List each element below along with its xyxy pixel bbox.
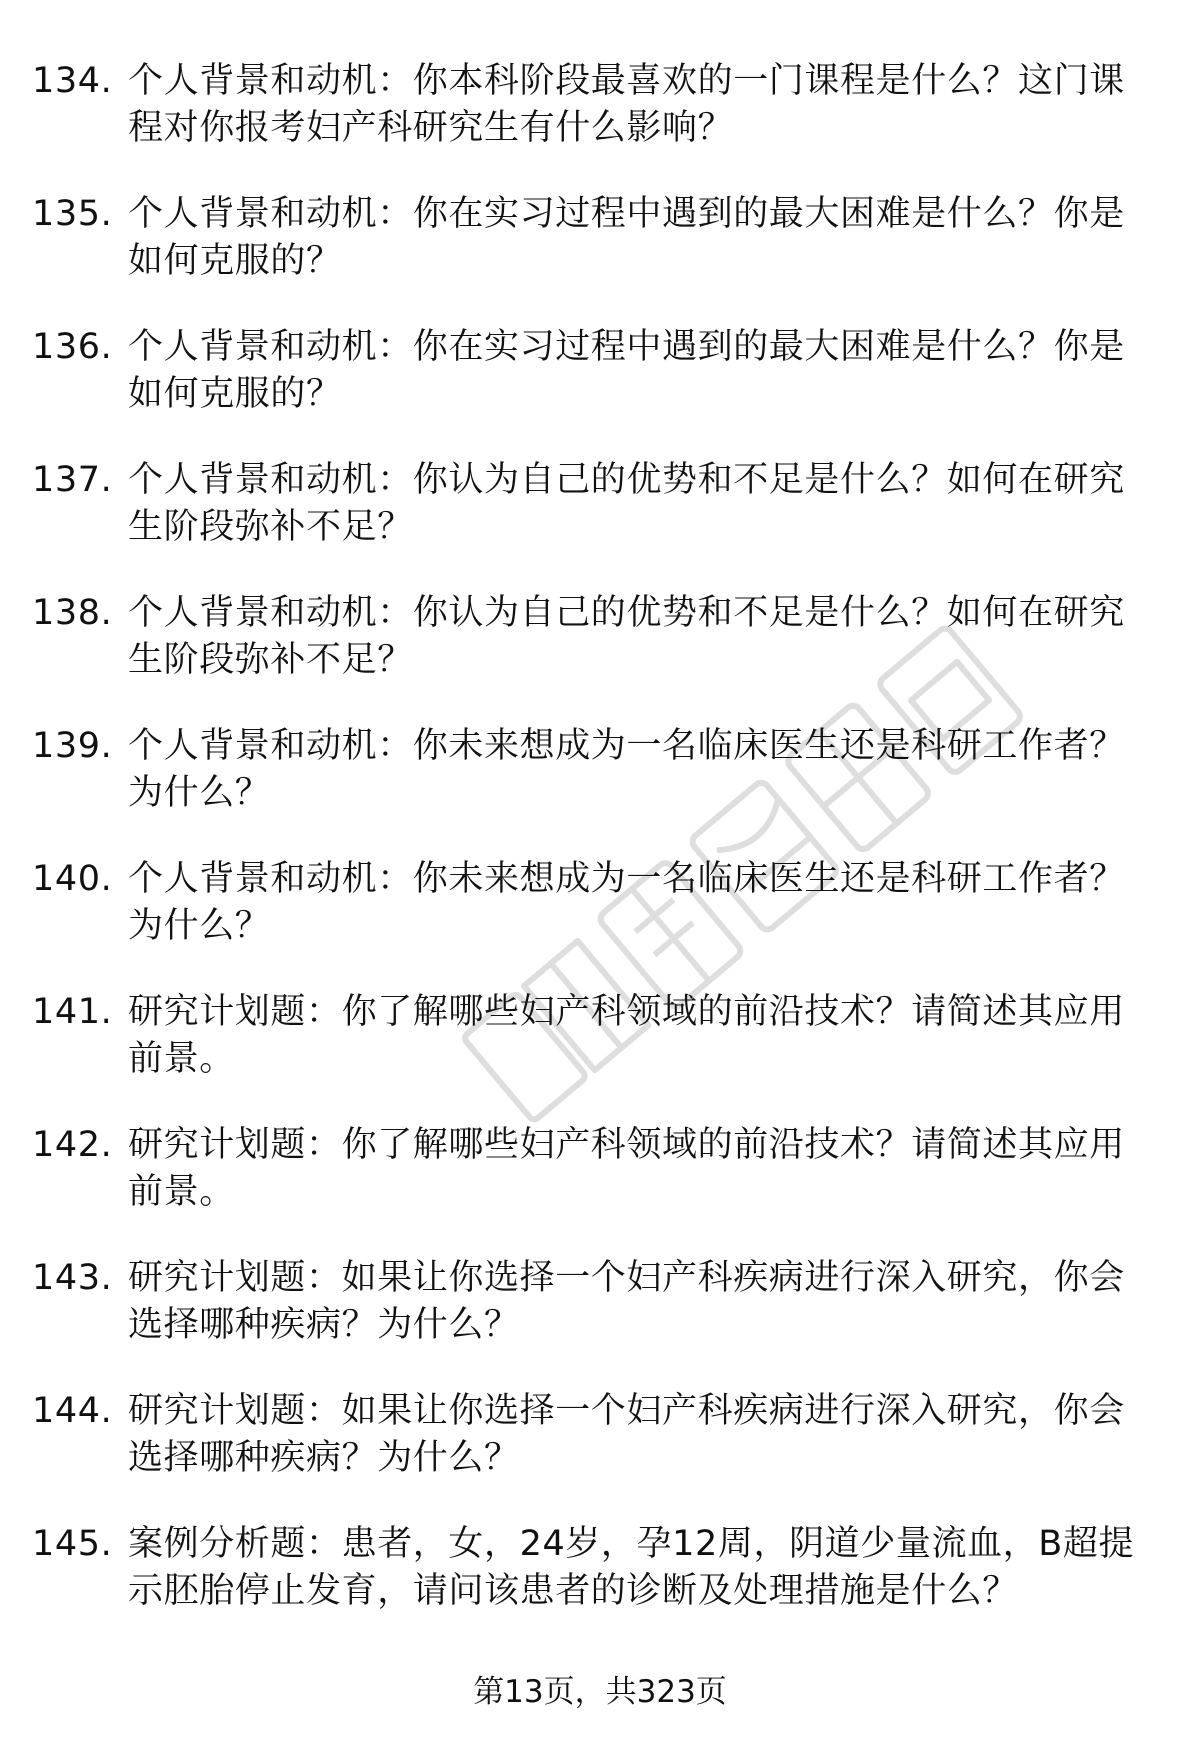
question-text: 个人背景和动机：你本科阶段最喜欢的一门课程是什么？这门课程对你报考妇产科研究生有什么影响？ xyxy=(128,61,1125,148)
question-item xyxy=(32,723,1142,856)
question-number: 135. xyxy=(32,194,113,234)
question-item xyxy=(32,58,1142,191)
question-text: 个人背景和动机：你认为自己的优势和不足是什么？如何在研究生阶段弥补不足？ xyxy=(128,593,1125,680)
question-number: 143. xyxy=(32,1258,113,1298)
question-number: 144. xyxy=(32,1391,113,1431)
question-item xyxy=(32,457,1142,590)
page-footer: 第13页，共323页 xyxy=(473,1674,727,1710)
question-item xyxy=(32,191,1142,324)
question-text: 个人背景和动机：你未来想成为一名临床医生还是科研工作者？为什么？ xyxy=(128,859,1125,946)
question-item xyxy=(32,1122,1142,1255)
question-number: 138. xyxy=(32,593,113,633)
question-number: 145. xyxy=(32,1524,113,1564)
question-text: 研究计划题：你了解哪些妇产科领域的前沿技术？请简述其应用前景。 xyxy=(128,992,1125,1079)
question-item xyxy=(32,1521,1142,1654)
question-item xyxy=(32,1255,1142,1388)
question-text: 个人背景和动机：你未来想成为一名临床医生还是科研工作者？为什么？ xyxy=(128,726,1125,813)
question-item xyxy=(32,324,1142,457)
question-text: 研究计划题：你了解哪些妇产科领域的前沿技术？请简述其应用前景。 xyxy=(128,1125,1125,1212)
question-item xyxy=(32,1388,1142,1521)
question-item xyxy=(32,590,1142,723)
question-number: 136. xyxy=(32,327,113,367)
question-item xyxy=(32,856,1142,989)
question-text: 个人背景和动机：你在实习过程中遇到的最大困难是什么？你是如何克服的？ xyxy=(128,327,1125,414)
question-number: 139. xyxy=(32,726,113,766)
question-text: 个人背景和动机：你认为自己的优势和不足是什么？如何在研究生阶段弥补不足？ xyxy=(128,460,1125,547)
question-text: 研究计划题：如果让你选择一个妇产科疾病进行深入研究，你会选择哪种疾病？为什么？ xyxy=(128,1391,1125,1478)
question-number: 137. xyxy=(32,460,113,500)
question-item xyxy=(32,989,1142,1122)
question-number: 134. xyxy=(32,61,113,101)
question-text: 个人背景和动机：你在实习过程中遇到的最大困难是什么？你是如何克服的？ xyxy=(128,194,1125,281)
question-text: 案例分析题：患者，女，24岁，孕12周，阴道少量流血，B超提示胚胎停止发育，请问该患者的诊断及处理措施是什么？ xyxy=(128,1524,1135,1611)
question-number: 141. xyxy=(32,992,113,1032)
question-number: 140. xyxy=(32,859,113,899)
question-text: 研究计划题：如果让你选择一个妇产科疾病进行深入研究，你会选择哪种疾病？为什么？ xyxy=(128,1258,1125,1345)
question-number: 142. xyxy=(32,1125,113,1165)
question-list xyxy=(32,58,1142,1654)
